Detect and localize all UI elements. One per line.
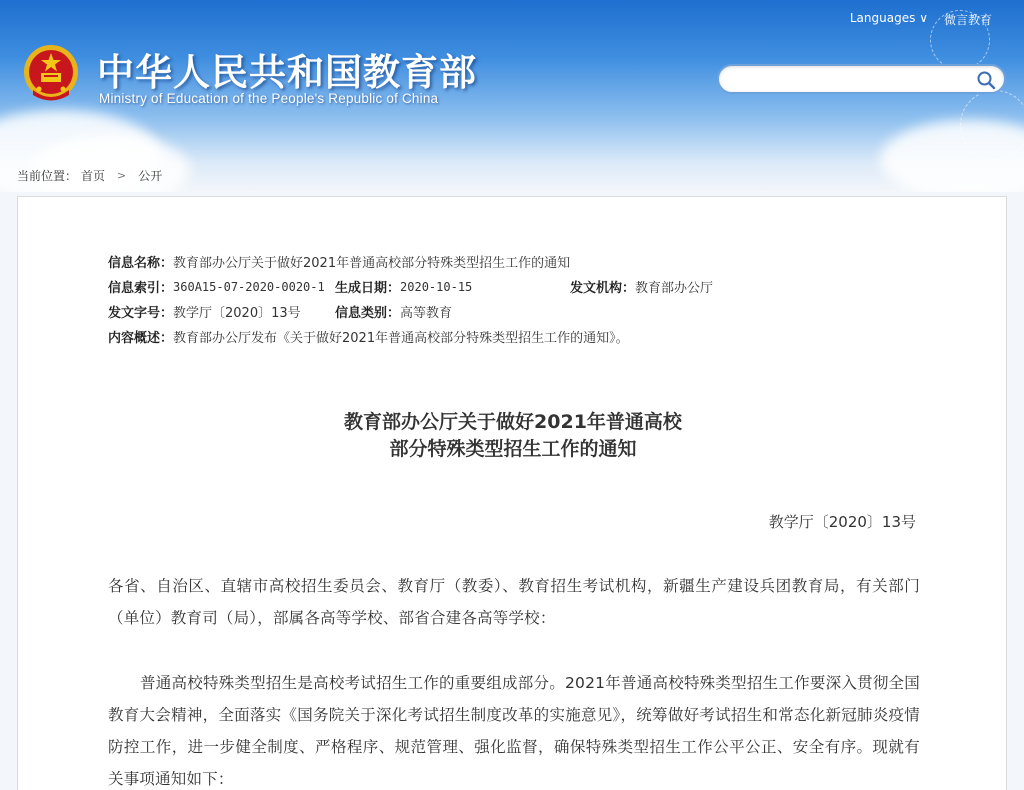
languages-label: Languages — [849, 11, 916, 25]
meta-key: 发文机构： — [570, 281, 636, 296]
meta-row-docno — [108, 299, 713, 324]
top-nav — [850, 11, 992, 28]
document-title-line: 教育部办公厅关于做好2021年普通高校 — [344, 411, 682, 433]
meta-value: 高等教育 — [400, 306, 453, 321]
meta-key: 内容概述： — [108, 331, 174, 346]
meta-value: 2020-10-15 — [400, 279, 473, 294]
search-icon[interactable] — [976, 70, 996, 90]
site-title-en: Ministry of Education of the People's Republic of China — [99, 91, 439, 106]
document-paragraph: 普通高校特殊类型招生是高校考试招生工作的重要组成部分。2021年普通高校特殊类型招生工作要深入贯彻全国教育大会精神，全面落实《国务院关于深化考试招生制度改革的实施意见》，统筹做好考试招生和常态化新冠肺炎疫情防控工作，进一步健全制度、严格程序、规范管理、强化监督，确保特殊类型招生工作公平公正、安全有序。现就有关事项通知如下： — [108, 674, 920, 788]
breadcrumb-public-link[interactable]: 公开 — [138, 169, 163, 183]
breadcrumb — [17, 167, 162, 184]
meta-key: 信息名称： — [108, 256, 174, 271]
meta-row-summary — [108, 324, 713, 349]
meta-row-index — [108, 274, 713, 299]
info-meta — [108, 249, 713, 349]
dandelion-decoration — [960, 90, 1024, 160]
search-box — [717, 64, 1006, 94]
meta-value: 360A15-07-2020-0020-1 — [173, 279, 325, 294]
meta-value: 教学厅〔2020〕13号 — [173, 306, 301, 321]
article-card — [17, 196, 1007, 790]
site-header — [0, 0, 1024, 192]
national-emblem-icon — [19, 42, 83, 106]
meta-value: 教育部办公厅关于做好2021年普通高校部分特殊类型招生工作的通知 — [173, 256, 571, 271]
meta-row-name — [108, 249, 713, 274]
meta-key: 发文字号： — [108, 306, 174, 321]
weibo-link[interactable]: 微言教育 — [943, 13, 992, 27]
site-title-cn: 中华人民共和国教育部 — [97, 51, 477, 94]
languages-menu[interactable] — [850, 11, 928, 28]
meta-key: 信息类别： — [335, 306, 401, 321]
document-title-line: 部分特殊类型招生工作的通知 — [389, 438, 637, 460]
meta-key: 生成日期： — [335, 281, 401, 296]
meta-key: 信息索引： — [108, 281, 174, 296]
breadcrumb-prefix: 当前位置： — [17, 169, 78, 183]
breadcrumb-home-link[interactable]: 首页 — [81, 169, 106, 183]
meta-value: 教育部办公厅 — [635, 281, 714, 296]
document-paragraph: 各省、自治区、直辖市高校招生委员会、教育厅（教委）、教育招生考试机构，新疆生产建设兵团教育局，有关部门（单位）教育司（局），部属各高等学校、部省合建各高等学校： — [108, 577, 920, 627]
search-input[interactable] — [731, 70, 971, 88]
meta-value: 教育部办公厅发布《关于做好2021年普通高校部分特殊类型招生工作的通知》。 — [173, 331, 629, 346]
chevron-right-icon: > — [117, 169, 127, 182]
chevron-down-icon: ∨ — [919, 11, 928, 25]
document-number: 教学厅〔2020〕13号 — [768, 513, 916, 531]
document-title — [18, 409, 1008, 463]
